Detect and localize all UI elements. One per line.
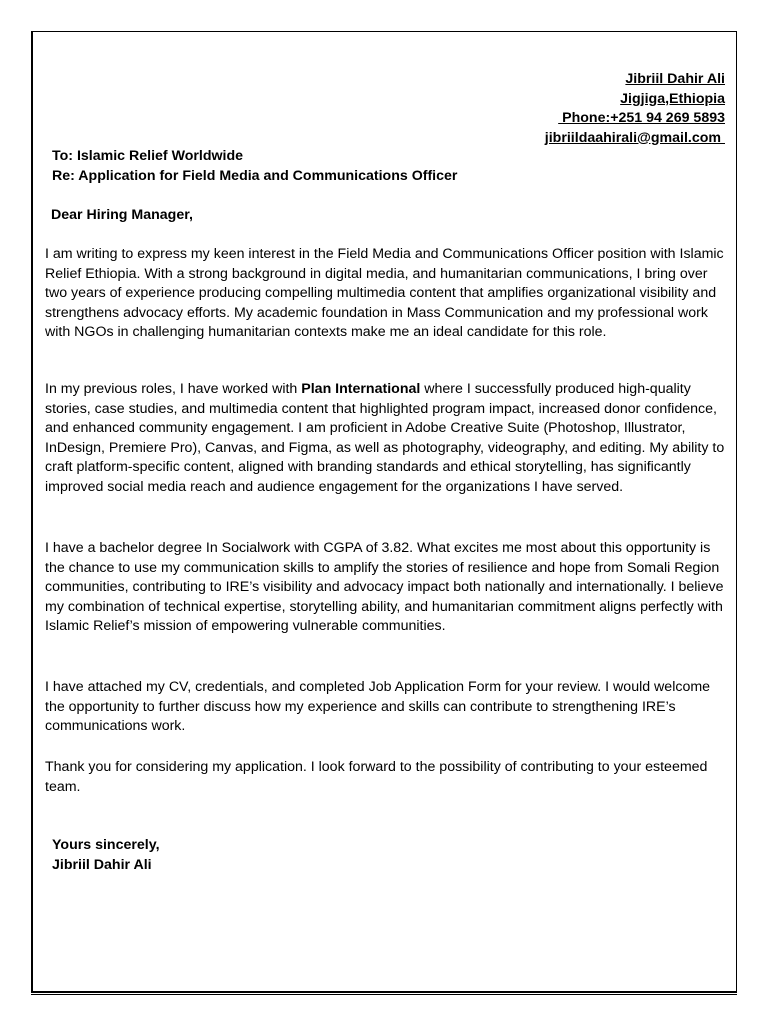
paragraph-text-start: In my previous roles, I have worked with bbox=[45, 381, 302, 397]
sender-block bbox=[545, 70, 725, 148]
recipient-block bbox=[52, 147, 457, 186]
paragraph-text: I am writing to express my keen interest in the Field Media and Communications Officer position with Islamic Relief Ethiopia. With a strong background in digital media, and humanitarian communications, I bring over two years of experience producing compelling multimedia content that amplifies organizational visibility and strengthens advocacy efforts. My academic foundation in Mass Communication and my professional work with NGOs in challenging humanitarian contexts make me an ideal candidate for this role. bbox=[45, 246, 724, 341]
page-border-bottom-line bbox=[31, 994, 737, 995]
paragraph-text-end: where I successfully produced high-quality stories, case studies, and multimedia content that highlighted program impact, increased donor confidence, and enhanced community engagement. I am proficient in Adobe Creative Suite (Photoshop, Illustrator, InDesign, Premiere Pro), Canvas, and Figma, as well as photography, videography, and editing. My ability to craft platform-specific content, aligned with branding standards and ethical storytelling, has significantly improved social media reach and audience engagement for the organizations I have served. bbox=[45, 381, 725, 495]
organization-name: Plan International bbox=[301, 381, 421, 397]
paragraph-text: I have a bachelor degree In Socialwork with CGPA of 3.82. What excites me most about this opportunity is the chance to use my communication skills to amplify the stories of resilience and hope from Somali Region communities, contributing to IRE’s visibility and advocacy impact both nationally and internationally. I believe my combination of technical expertise, storytelling ability, and humanitarian commitment aligns perfectly with Islamic Relief’s mission of empowering vulnerable communities. bbox=[45, 540, 724, 635]
subject-line: Re: Application for Field Media and Communications Officer bbox=[52, 167, 458, 184]
sign-off: Yours sincerely, bbox=[52, 837, 160, 853]
sender-phone: Phone:+251 94 269 5893 bbox=[558, 110, 725, 127]
paragraph-thanks bbox=[45, 758, 733, 797]
sender-name: Jibriil Dahir Ali bbox=[625, 71, 725, 87]
recipient-to: To: Islamic Relief Worldwide bbox=[52, 148, 244, 164]
signature-name: Jibriil Dahir Ali bbox=[52, 856, 152, 873]
closing-block bbox=[52, 836, 160, 875]
paragraph-text: I have attached my CV, credentials, and completed Job Application Form for your review. I would welcome the opportunity to further discuss how my experience and skills can contribute to strengthening IRE’s communications work. bbox=[45, 679, 711, 735]
salutation: Dear Hiring Manager, bbox=[51, 207, 193, 223]
sender-location: Jigjiga,Ethiopia bbox=[620, 90, 725, 107]
paragraph-attachments bbox=[45, 678, 733, 737]
paragraph-text: Thank you for considering my application. I look forward to the possibility of contributing to your esteemed team. bbox=[45, 759, 708, 795]
paragraph-experience bbox=[45, 380, 733, 498]
paragraph-education bbox=[45, 539, 733, 637]
paragraph-intro bbox=[45, 245, 733, 343]
sender-email: jibriildaahirali@gmail.com bbox=[544, 129, 725, 146]
